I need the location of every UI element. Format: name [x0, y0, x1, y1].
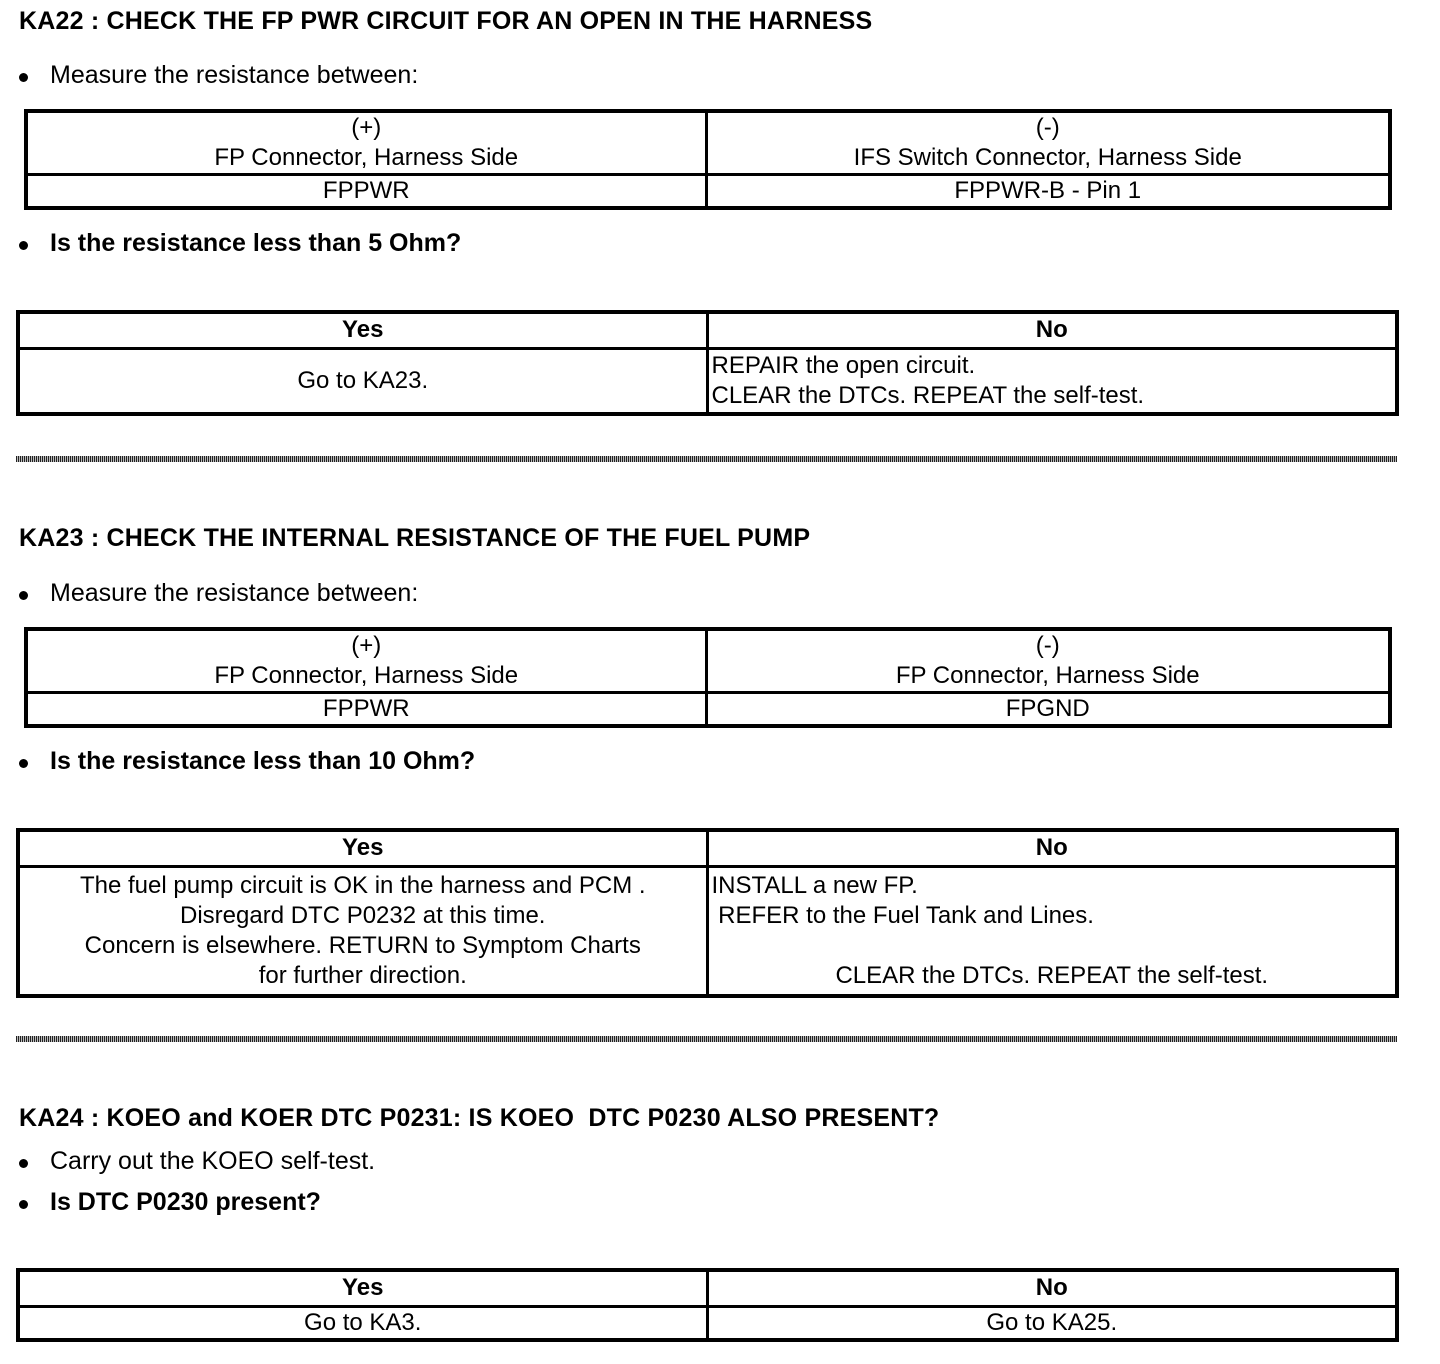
- ka23-measure-table: [24, 627, 1392, 728]
- section-divider: [16, 456, 1397, 462]
- ka22-plus-header-cell: [26, 111, 706, 175]
- ka23-result-table: [16, 828, 1399, 998]
- ka23-measure-text: Measure the resistance between:: [50, 579, 419, 607]
- ka22-measure-bullet: [19, 60, 418, 90]
- ka22-yes-cell: Go to KA23.: [18, 348, 707, 414]
- plus-connector-label: FP Connector, Harness Side: [214, 662, 519, 689]
- plus-symbol: (+): [351, 632, 382, 659]
- ka22-minus-value: FPPWR-B - Pin 1: [706, 175, 1390, 209]
- yes-header: Yes: [18, 1270, 707, 1306]
- no-header: No: [707, 1270, 1397, 1306]
- plus-connector-label: FP Connector, Harness Side: [214, 144, 519, 171]
- bullet-dot-icon: [19, 1159, 28, 1168]
- ka23-no-line2: REFER to the Fuel Tank and Lines.: [711, 901, 1094, 929]
- ka22-question-text: Is the resistance less than 5 Ohm?: [50, 229, 462, 257]
- minus-connector-label: FP Connector, Harness Side: [895, 662, 1200, 689]
- ka24-action-bullet: [19, 1146, 375, 1176]
- ka23-yes-line1: The fuel pump circuit is OK in the harness and PCM .: [79, 871, 646, 899]
- bullet-dot-icon: [19, 241, 28, 250]
- ka23-yes-line4: for further direction.: [258, 961, 467, 989]
- yes-header: Yes: [18, 312, 707, 348]
- ka22-question-bullet: [19, 228, 461, 258]
- ka23-minus-header-cell: [706, 629, 1390, 693]
- ka23-yes-line2: Disregard DTC P0232 at this time.: [180, 901, 546, 929]
- ka23-no-blank-line: [712, 931, 1393, 961]
- ka23-yes-cell: [18, 866, 707, 996]
- ka22-measure-text: Measure the resistance between:: [50, 61, 419, 89]
- ka22-heading: KA22 : CHECK THE FP PWR CIRCUIT FOR AN OPEN IN THE HARNESS: [19, 7, 873, 35]
- ka23-no-cell: [707, 866, 1397, 996]
- ka23-yes-line3: Concern is elsewhere. RETURN to Symptom Charts: [84, 931, 641, 959]
- bullet-dot-icon: [19, 759, 28, 768]
- bullet-dot-icon: [19, 1200, 28, 1209]
- ka23-plus-header-cell: [26, 629, 706, 693]
- ka24-question-text: Is DTC P0230 present?: [50, 1188, 321, 1216]
- ka23-plus-value: FPPWR: [26, 693, 706, 727]
- ka24-heading: KA24 : KOEO and KOER DTC P0231: IS KOEO DTC P0230 ALSO PRESENT?: [19, 1104, 940, 1132]
- section-divider: [16, 1036, 1397, 1042]
- plus-symbol: (+): [351, 114, 382, 141]
- yes-header: Yes: [18, 830, 707, 866]
- ka22-minus-header-cell: [706, 111, 1390, 175]
- ka24-result-table: [16, 1268, 1399, 1342]
- bullet-dot-icon: [19, 591, 28, 600]
- no-header: No: [707, 312, 1397, 348]
- ka23-question-bullet: [19, 746, 475, 776]
- bullet-dot-icon: [19, 73, 28, 82]
- ka24-question-bullet: [19, 1187, 321, 1217]
- ka24-action-text: Carry out the KOEO self-test.: [50, 1147, 376, 1175]
- ka23-measure-bullet: [19, 578, 418, 608]
- ka23-no-line1: INSTALL a new FP.: [711, 871, 918, 899]
- ka23-question-text: Is the resistance less than 10 Ohm?: [50, 747, 476, 775]
- ka22-no-line1: REPAIR the open circuit.: [711, 351, 976, 379]
- ka22-no-cell: [707, 348, 1397, 414]
- ka23-no-line3: CLEAR the DTCs. REPEAT the self-test.: [835, 961, 1269, 989]
- ka23-minus-value: FPGND: [706, 693, 1390, 727]
- minus-connector-label: IFS Switch Connector, Harness Side: [853, 144, 1242, 171]
- ka24-no-cell: Go to KA25.: [707, 1306, 1397, 1340]
- minus-symbol: (-): [1035, 632, 1060, 659]
- ka22-plus-value: FPPWR: [26, 175, 706, 209]
- no-header: No: [707, 830, 1397, 866]
- ka24-yes-cell: Go to KA3.: [18, 1306, 707, 1340]
- ka23-heading: KA23 : CHECK THE INTERNAL RESISTANCE OF THE FUEL PUMP: [19, 524, 811, 552]
- ka22-measure-table: [24, 109, 1392, 210]
- ka22-result-table: [16, 310, 1399, 416]
- ka22-no-line2: CLEAR the DTCs. REPEAT the self-test.: [711, 381, 1145, 409]
- minus-symbol: (-): [1035, 114, 1060, 141]
